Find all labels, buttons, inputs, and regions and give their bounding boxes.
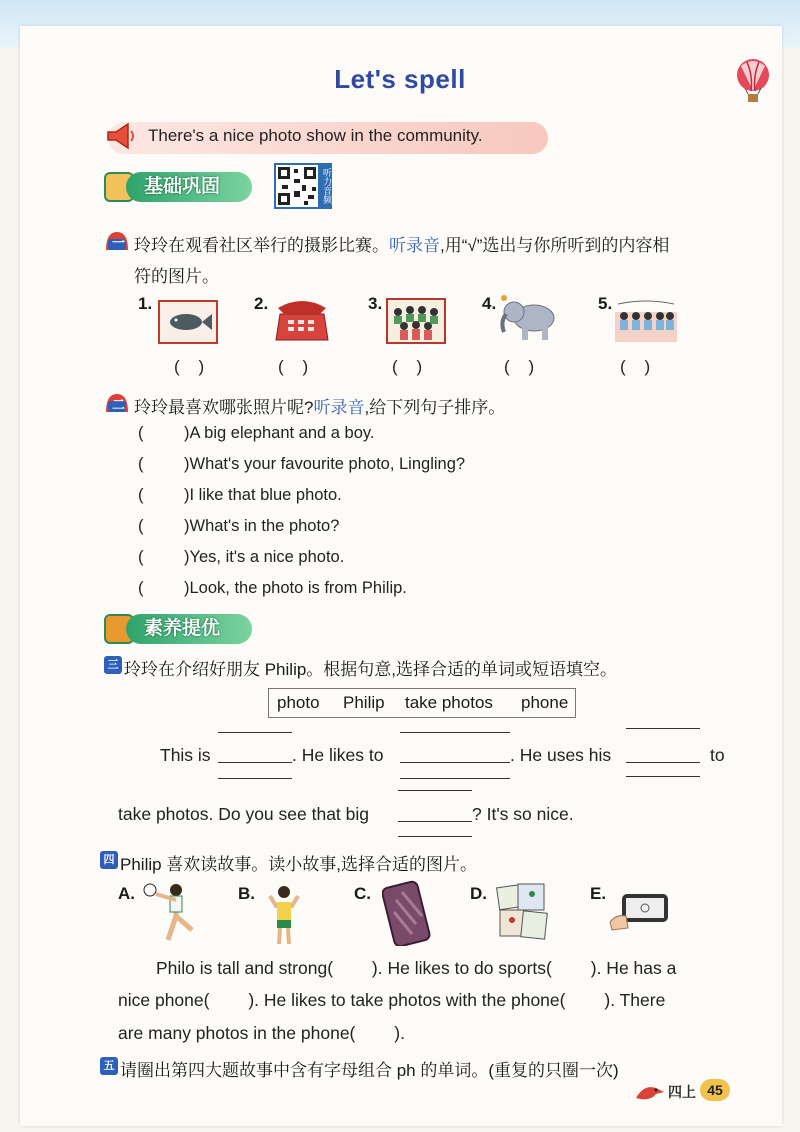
q2-close-paren: ) <box>184 517 190 535</box>
q1-answer-paren[interactable]: ( ) <box>278 357 309 376</box>
q2-sentence-text: What's your favourite photo, Lingling? <box>189 455 466 473</box>
guide-line <box>398 836 472 837</box>
elephant-image <box>498 292 560 344</box>
fish-photo-image <box>158 300 218 344</box>
q3-sentence-part: take photos. Do you see that big <box>118 804 369 824</box>
theme-banner-text: There's a nice photo show in the community. <box>148 126 483 145</box>
q4-instruction: Philip 喜欢读故事。读小故事,选择合适的图片。 <box>120 855 478 874</box>
word-bank-word: photo <box>277 693 320 712</box>
section-label-basic: 基础巩固 <box>126 172 252 202</box>
q2-open-paren[interactable]: ( <box>138 424 144 442</box>
guide-line <box>626 776 700 777</box>
loudspeaker-icon <box>104 121 138 151</box>
q2-sentence-text: Look, the photo is from Philip. <box>189 579 407 597</box>
q2-open-paren[interactable]: ( <box>138 548 144 566</box>
q2-close-paren: ) <box>184 424 190 442</box>
answer-blank-1[interactable] <box>218 762 292 763</box>
q1-option-number: 4. <box>482 294 497 313</box>
bird-icon <box>634 1080 666 1104</box>
hand-holding-phone-image <box>608 890 672 932</box>
q2-open-paren[interactable]: ( <box>138 579 144 597</box>
q2-close-paren: ) <box>184 455 190 473</box>
q4-option-letter: C. <box>354 884 371 903</box>
q1-answer-paren[interactable]: ( ) <box>620 357 651 376</box>
q1-option-number: 3. <box>368 294 383 313</box>
q1-answer-paren[interactable]: ( ) <box>392 357 423 376</box>
q1-answer-paren[interactable]: ( ) <box>174 357 205 376</box>
word-bank-word: Philip <box>343 693 385 712</box>
q3-instruction: 玲玲在介绍好朋友 Philip。根据句意,选择合适的单词或短语填空。 <box>124 660 618 679</box>
q3-sentence-part: This is <box>160 745 211 765</box>
page-title: Let's spell <box>334 64 466 94</box>
q2-sentence-5 <box>184 548 344 567</box>
q2-sentence-3 <box>184 486 342 505</box>
q2-open-paren[interactable]: ( <box>138 455 144 473</box>
class-photo-image <box>614 298 678 344</box>
grade-label: 四上 <box>668 1084 696 1100</box>
q2-instruction <box>134 393 505 418</box>
strong-boy-image <box>266 882 302 946</box>
q3-sentence-part: . He uses his <box>510 745 612 765</box>
q2-sentence-4 <box>184 517 339 536</box>
answer-blank-4[interactable] <box>398 821 472 822</box>
story-line-3: are many photos in the phone( ). <box>118 1023 405 1043</box>
mobile-phone-image <box>382 880 434 946</box>
q1-instruction <box>134 231 669 256</box>
q2-listen-link: 听录音 <box>313 398 365 417</box>
q2-text-a: 玲玲最喜欢哪张照片呢? <box>134 398 314 417</box>
q2-sentence-text: A big elephant and a boy. <box>189 424 375 442</box>
hot-air-balloon-icon <box>733 58 773 104</box>
page-number: 45 <box>700 1079 730 1101</box>
q2-text-b: ,给下列句子排序。 <box>364 398 506 417</box>
q2-sentence-text: I like that blue photo. <box>189 486 342 504</box>
guide-line <box>400 778 510 779</box>
q1-instruction-cont: 符的图片。 <box>134 267 219 286</box>
q4-option-letter: B. <box>238 884 255 903</box>
q1-listen-link: 听录音 <box>389 236 440 255</box>
q2-sentence-text: Yes, it's a nice photo. <box>189 548 345 566</box>
guide-line <box>218 778 292 779</box>
answer-blank-3[interactable] <box>626 762 700 763</box>
q2-sentence-1 <box>184 424 375 443</box>
story-line-2: nice phone( ). He likes to take photos with the phone( ). There <box>118 990 666 1010</box>
q2-sentence-6 <box>184 579 407 598</box>
word-bank <box>268 688 576 718</box>
qr-code-icon <box>276 165 318 207</box>
guide-line <box>626 728 700 729</box>
q4-option-letter: E. <box>590 884 607 903</box>
q1-option-number: 1. <box>138 294 153 313</box>
section-label-advanced: 素养提优 <box>126 614 252 644</box>
question-number-badge-4: 四 <box>100 851 118 869</box>
guide-line <box>218 732 292 733</box>
q2-sentence-text: What's in the photo? <box>189 517 340 535</box>
boy-kicking-football-image <box>142 880 200 946</box>
q1-option-number: 5. <box>598 294 613 313</box>
q2-open-paren[interactable]: ( <box>138 486 144 504</box>
guide-line <box>400 732 510 733</box>
q2-open-paren[interactable]: ( <box>138 517 144 535</box>
qr-code[interactable] <box>274 163 320 209</box>
q2-close-paren: ) <box>184 548 190 566</box>
q1-text-a: 玲玲在观看社区举行的摄影比赛。 <box>134 236 389 255</box>
question-number-badge-5: 五 <box>100 1057 118 1075</box>
photo-stack-image <box>494 880 548 942</box>
q1-badge-number: 一 <box>112 235 126 250</box>
q3-sentence-part: to <box>710 745 725 765</box>
word-bank-word: take photos <box>405 693 493 712</box>
q2-close-paren: ) <box>184 579 190 597</box>
q1-answer-paren[interactable]: ( ) <box>504 357 535 376</box>
telephone-image <box>274 294 330 344</box>
q1-option-number: 2. <box>254 294 269 313</box>
q4-option-letter: D. <box>470 884 487 903</box>
q3-sentence-part: ? It's so nice. <box>472 804 574 824</box>
q2-close-paren: ) <box>184 486 190 504</box>
qr-caption: 听力音频 <box>320 163 332 209</box>
word-bank-word: phone <box>521 693 569 712</box>
group-photo-image <box>386 298 446 344</box>
q3-sentence-part: . He likes to <box>292 745 384 765</box>
q4-option-letter: A. <box>118 884 135 903</box>
q1-text-b: ,用“√”选出与你所听到的内容相 <box>440 236 670 255</box>
question-number-badge-3: 三 <box>104 656 122 674</box>
q5-instruction: 请圈出第四大题故事中含有字母组合 ph 的单词。(重复的只圈一次) <box>120 1061 619 1080</box>
q2-sentence-2 <box>184 455 465 474</box>
story-line-1: Philo is tall and strong( ). He likes to do sports( ). He has a <box>156 958 677 978</box>
answer-blank-2[interactable] <box>400 762 510 763</box>
q2-badge-number: 二 <box>112 397 126 412</box>
guide-line <box>398 790 472 791</box>
section-badge <box>104 172 252 202</box>
